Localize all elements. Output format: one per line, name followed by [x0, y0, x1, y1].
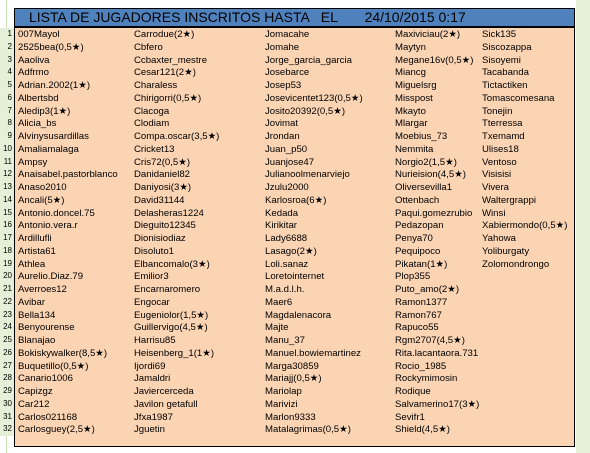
player-cell[interactable]: Cbfero: [134, 41, 163, 53]
player-cell[interactable]: M.a.d.l.h.: [265, 284, 305, 295]
player-cell[interactable]: Juan_p50: [265, 143, 308, 155]
player-cell[interactable]: Nemmita: [395, 143, 434, 155]
row-header[interactable]: 13: [0, 181, 14, 194]
player-cell[interactable]: Julianoolmenarviejo: [265, 169, 350, 181]
row-header[interactable]: 8: [0, 117, 14, 130]
player-cell[interactable]: Anaso2010: [18, 182, 67, 193]
player-cell[interactable]: Pequipoco: [395, 245, 441, 257]
player-cell[interactable]: Paqui.gomezrubio: [395, 207, 473, 219]
player-cell[interactable]: Marlon9333: [265, 411, 316, 423]
player-cell[interactable]: Ulises18: [482, 143, 519, 155]
player-cell[interactable]: Mariolap: [265, 386, 302, 397]
player-cell[interactable]: Tictactiken: [482, 80, 528, 91]
player-cell[interactable]: Daniyosi(3★): [134, 182, 192, 193]
player-cell[interactable]: [482, 424, 567, 437]
player-cell[interactable]: Javiercerceda: [134, 386, 194, 397]
player-cell[interactable]: Manuel.bowiemartinez: [265, 347, 361, 359]
player-cell[interactable]: Maytyn: [395, 41, 426, 53]
player-cell[interactable]: Alvinysusardillas: [18, 131, 89, 142]
row-header[interactable]: 9: [0, 130, 14, 143]
row-header[interactable]: 30: [0, 398, 14, 411]
player-cell[interactable]: Buquetillo(0,5★): [18, 360, 89, 372]
player-cell[interactable]: Rita.lacantaora.731: [395, 347, 479, 359]
player-cell[interactable]: [482, 412, 567, 425]
player-cell[interactable]: Moebius_73: [395, 131, 448, 142]
player-cell[interactable]: [482, 284, 567, 297]
player-cell[interactable]: Harrisu85: [134, 335, 176, 346]
player-cell[interactable]: Kedada: [265, 207, 299, 219]
player-cell[interactable]: Clodiam: [134, 118, 170, 130]
player-cell[interactable]: Bella134: [18, 309, 56, 321]
player-cell[interactable]: Sisoyemi: [482, 54, 521, 66]
player-cell[interactable]: Ijordi69: [134, 360, 166, 372]
player-cell[interactable]: Salvamerino17(3★): [395, 398, 480, 410]
player-cell[interactable]: Dieguito12345: [134, 220, 196, 232]
player-cell[interactable]: Charaless: [134, 80, 178, 91]
player-cell[interactable]: Benyourense: [18, 322, 75, 334]
player-cell[interactable]: Carlos021168: [18, 411, 78, 423]
player-cell[interactable]: Adfrmo: [18, 67, 49, 79]
player-cell[interactable]: Danidaniel82: [134, 169, 191, 181]
player-cell[interactable]: Aledip3(1★): [18, 105, 71, 117]
player-cell[interactable]: Maer6: [265, 296, 293, 308]
player-cell[interactable]: David31144: [134, 194, 185, 206]
row-header[interactable]: 31: [0, 411, 14, 424]
player-cell[interactable]: Artista61: [18, 245, 56, 257]
title-cell[interactable]: LISTA DE JUGADORES INSCRITOS HASTA EL 24/10/2015 0:17: [14, 8, 575, 27]
row-header[interactable]: 22: [0, 296, 14, 309]
player-cell[interactable]: Jamaldri: [134, 373, 171, 385]
player-cell[interactable]: Cricket13: [134, 143, 175, 155]
player-cell[interactable]: Miancg: [395, 67, 426, 79]
player-grid: [14, 27, 575, 447]
player-cell[interactable]: Tonejin: [482, 105, 513, 117]
player-cell[interactable]: Javilon getafull: [134, 398, 198, 410]
player-cell[interactable]: Pedazopan: [395, 220, 444, 232]
column-1: [18, 29, 118, 437]
player-cell[interactable]: Anaisabel.pastorblanco: [18, 169, 118, 181]
player-cell[interactable]: Lasago(2★): [265, 245, 317, 257]
player-cell[interactable]: Jzulu2000: [265, 182, 309, 193]
player-cell[interactable]: Tomascomesana: [482, 92, 555, 104]
player-cell[interactable]: Rockymimosin: [395, 373, 458, 385]
player-cell[interactable]: Josebarce: [265, 67, 310, 79]
row-header[interactable]: 11: [0, 156, 14, 169]
player-cell[interactable]: Marivizi: [265, 398, 298, 410]
player-cell[interactable]: [482, 386, 567, 399]
player-cell[interactable]: Norgio2(1,5★): [395, 156, 457, 168]
player-cell[interactable]: Tterressa: [482, 118, 523, 130]
player-cell[interactable]: [482, 399, 567, 412]
player-cell[interactable]: Car212: [18, 398, 50, 410]
player-cell[interactable]: Delasheras1224: [134, 207, 204, 219]
player-cell[interactable]: 007Mayol: [18, 29, 60, 40]
player-cell[interactable]: Rodique: [395, 386, 431, 397]
player-cell[interactable]: Emilior3: [134, 271, 169, 283]
player-cell[interactable]: Heisenberg_1(1★): [134, 347, 215, 359]
row-header[interactable]: 12: [0, 168, 14, 181]
row-headers: [0, 28, 14, 436]
player-cell[interactable]: Jomacahe: [265, 29, 310, 40]
player-cell[interactable]: 2525bea(0,5★): [18, 41, 84, 53]
player-cell[interactable]: [482, 373, 567, 386]
player-cell[interactable]: Vivera: [482, 182, 510, 193]
player-cell[interactable]: Averroes12: [18, 284, 67, 295]
player-cell[interactable]: Kirikitar: [265, 220, 297, 232]
player-cell[interactable]: Athlea: [18, 258, 46, 270]
column-4: [395, 29, 479, 437]
player-cell[interactable]: Shield(4,5★): [395, 424, 450, 436]
player-cell[interactable]: Siscozappa: [482, 41, 532, 53]
player-cell[interactable]: Avibar: [18, 296, 46, 308]
row-header[interactable]: 26: [0, 347, 14, 360]
player-cell[interactable]: Waltergrappi: [482, 194, 537, 206]
row-header[interactable]: 6: [0, 92, 14, 105]
player-cell[interactable]: Rocio_1985: [395, 360, 447, 372]
player-cell[interactable]: Pikatan(1★): [395, 258, 448, 270]
player-cell[interactable]: Manu_37: [265, 335, 306, 346]
player-cell[interactable]: Txemamd: [482, 131, 525, 142]
player-cell[interactable]: Carlosguey(2,5★): [18, 424, 95, 436]
player-cell[interactable]: Penya70: [395, 233, 433, 244]
player-cell[interactable]: Ancali(5★): [18, 194, 65, 206]
player-cell[interactable]: Jfxa1987: [134, 411, 173, 423]
player-cell[interactable]: Capizgz: [18, 386, 53, 397]
row-header[interactable]: 17: [0, 232, 14, 245]
player-cell[interactable]: Compa.oscar(3,5★): [134, 131, 220, 142]
player-cell[interactable]: Ampsy: [18, 156, 48, 168]
row-header[interactable]: 32: [0, 423, 14, 436]
player-cell[interactable]: Cris72(0,5★): [134, 156, 191, 168]
row-header[interactable]: 14: [0, 194, 14, 207]
player-cell[interactable]: Sick135: [482, 29, 517, 40]
player-cell[interactable]: Ardillufli: [18, 233, 52, 244]
player-cell[interactable]: Mariajj(0,5★): [265, 373, 322, 385]
player-cell[interactable]: [482, 310, 567, 323]
player-cell[interactable]: Loli.sanaz: [265, 258, 309, 270]
row-header[interactable]: 16: [0, 219, 14, 232]
player-cell[interactable]: Magdalenacora: [265, 309, 332, 321]
player-cell[interactable]: Cesar121(2★): [134, 67, 196, 79]
player-cell[interactable]: Antonio.vera.r: [18, 220, 78, 232]
player-cell[interactable]: Aurelio.Diaz.79: [18, 271, 84, 283]
player-cell[interactable]: Jorge_garcia_garcia: [265, 54, 352, 66]
player-cell[interactable]: [482, 348, 567, 361]
row-header[interactable]: 1: [0, 28, 14, 41]
player-cell[interactable]: Marga30859: [265, 360, 319, 372]
row-header[interactable]: 27: [0, 360, 14, 373]
player-cell[interactable]: [482, 335, 567, 348]
column-5: [482, 29, 567, 437]
player-cell[interactable]: [482, 361, 567, 374]
player-cell[interactable]: Yoliburgaty: [482, 245, 530, 257]
column-2: [134, 29, 219, 437]
player-cell[interactable]: Misspost: [395, 92, 433, 104]
row-header[interactable]: 28: [0, 372, 14, 385]
player-cell[interactable]: Ramon1377: [395, 296, 448, 308]
player-cell[interactable]: Maxiviciau(2★): [395, 29, 461, 40]
player-cell[interactable]: Antonio.doncel.75: [18, 207, 95, 219]
player-cell[interactable]: Eugeniolor(1,5★): [134, 309, 209, 321]
player-cell[interactable]: Mlargar: [395, 118, 428, 130]
player-cell[interactable]: Juanjose47: [265, 156, 315, 168]
row-header[interactable]: 20: [0, 270, 14, 283]
row-header[interactable]: 18: [0, 245, 14, 258]
player-cell[interactable]: [482, 297, 567, 310]
player-cell[interactable]: Rapuco55: [395, 322, 439, 334]
player-cell[interactable]: Elbancomalo(3★): [134, 258, 210, 270]
row-header[interactable]: 21: [0, 283, 14, 296]
player-cell[interactable]: Jrondan: [265, 131, 300, 142]
player-cell[interactable]: Chirigorri(0,5★): [134, 92, 202, 104]
player-cell[interactable]: Amaliamalaga: [18, 143, 79, 155]
player-cell[interactable]: Oliversevilla1: [395, 182, 453, 193]
player-cell[interactable]: Josito20392(0,5★): [265, 105, 346, 117]
player-cell[interactable]: Josevicentet123(0,5★): [265, 92, 363, 104]
player-cell[interactable]: Adrian.2002(1★): [18, 80, 91, 91]
player-cell[interactable]: Xabiermondo(0,5★): [482, 220, 568, 232]
player-cell[interactable]: Megane16v(0,5★): [395, 54, 474, 66]
player-cell[interactable]: Lady6688: [265, 233, 308, 244]
player-cell[interactable]: Disoluto1: [134, 245, 174, 257]
column-3: [265, 29, 363, 437]
row-header[interactable]: 2: [0, 41, 14, 54]
player-cell[interactable]: Jovimat: [265, 118, 299, 130]
row-header[interactable]: 3: [0, 54, 14, 67]
player-cell[interactable]: Jomahe: [265, 41, 300, 53]
sheet-margin: [576, 0, 590, 453]
player-cell[interactable]: Winsi: [482, 207, 506, 219]
player-cell[interactable]: Rgm2707(4,5★): [395, 335, 465, 346]
player-cell[interactable]: Karlosroa(6★): [265, 194, 327, 206]
player-cell[interactable]: Miguelsrg: [395, 80, 437, 91]
row-header[interactable]: 4: [0, 66, 14, 79]
player-cell[interactable]: Jguetin: [134, 424, 165, 436]
player-cell[interactable]: Ccbaxter_mestre: [134, 54, 208, 66]
player-cell[interactable]: Matalagrimas(0,5★): [265, 424, 351, 436]
row-header[interactable]: 24: [0, 321, 14, 334]
player-cell[interactable]: Aaoliva: [18, 54, 50, 66]
row-header[interactable]: 29: [0, 385, 14, 398]
player-cell[interactable]: Zolomondrongo: [482, 258, 550, 270]
player-cell[interactable]: Mkayto: [395, 105, 426, 117]
row-header[interactable]: 19: [0, 258, 14, 271]
row-header[interactable]: 15: [0, 207, 14, 220]
player-cell[interactable]: Guillervigo(4,5★): [134, 322, 208, 334]
player-cell[interactable]: Majte: [265, 322, 289, 334]
player-cell[interactable]: Loretointernet: [265, 271, 325, 283]
player-cell[interactable]: [482, 271, 567, 284]
player-cell[interactable]: Nurieision(4,5★): [395, 169, 466, 181]
player-cell[interactable]: Sevifr1: [395, 411, 425, 423]
player-cell[interactable]: Encarnaromero: [134, 284, 201, 295]
player-cell[interactable]: Tacabanda: [482, 67, 529, 79]
player-cell[interactable]: Blanajao: [18, 335, 56, 346]
player-cell[interactable]: Josep53: [265, 80, 302, 91]
player-cell[interactable]: Ventoso: [482, 156, 517, 168]
player-cell[interactable]: Puto_amo(2★): [395, 284, 460, 295]
player-cell[interactable]: Dionisiodiaz: [134, 233, 186, 244]
player-cell[interactable]: Clacoga: [134, 105, 170, 117]
player-cell[interactable]: Bokiskywalker(8,5★): [18, 347, 108, 359]
player-cell[interactable]: Albertsbd: [18, 92, 59, 104]
row-header[interactable]: 7: [0, 105, 14, 118]
player-cell[interactable]: Carrodue(2★): [134, 29, 195, 40]
player-cell[interactable]: Plop355: [395, 271, 431, 283]
player-cell[interactable]: Visisisi: [482, 169, 512, 181]
row-header[interactable]: 23: [0, 309, 14, 322]
row-header[interactable]: 5: [0, 79, 14, 92]
player-cell[interactable]: [482, 322, 567, 335]
player-cell[interactable]: Canario1006: [18, 373, 73, 385]
player-cell[interactable]: Engocar: [134, 296, 170, 308]
player-cell[interactable]: Yahowa: [482, 233, 516, 244]
player-cell[interactable]: Ottenbach: [395, 194, 440, 206]
player-cell[interactable]: Alicia_bs: [18, 118, 57, 130]
row-header[interactable]: 25: [0, 334, 14, 347]
player-cell[interactable]: Ramon767: [395, 309, 442, 321]
row-header[interactable]: 10: [0, 143, 14, 156]
